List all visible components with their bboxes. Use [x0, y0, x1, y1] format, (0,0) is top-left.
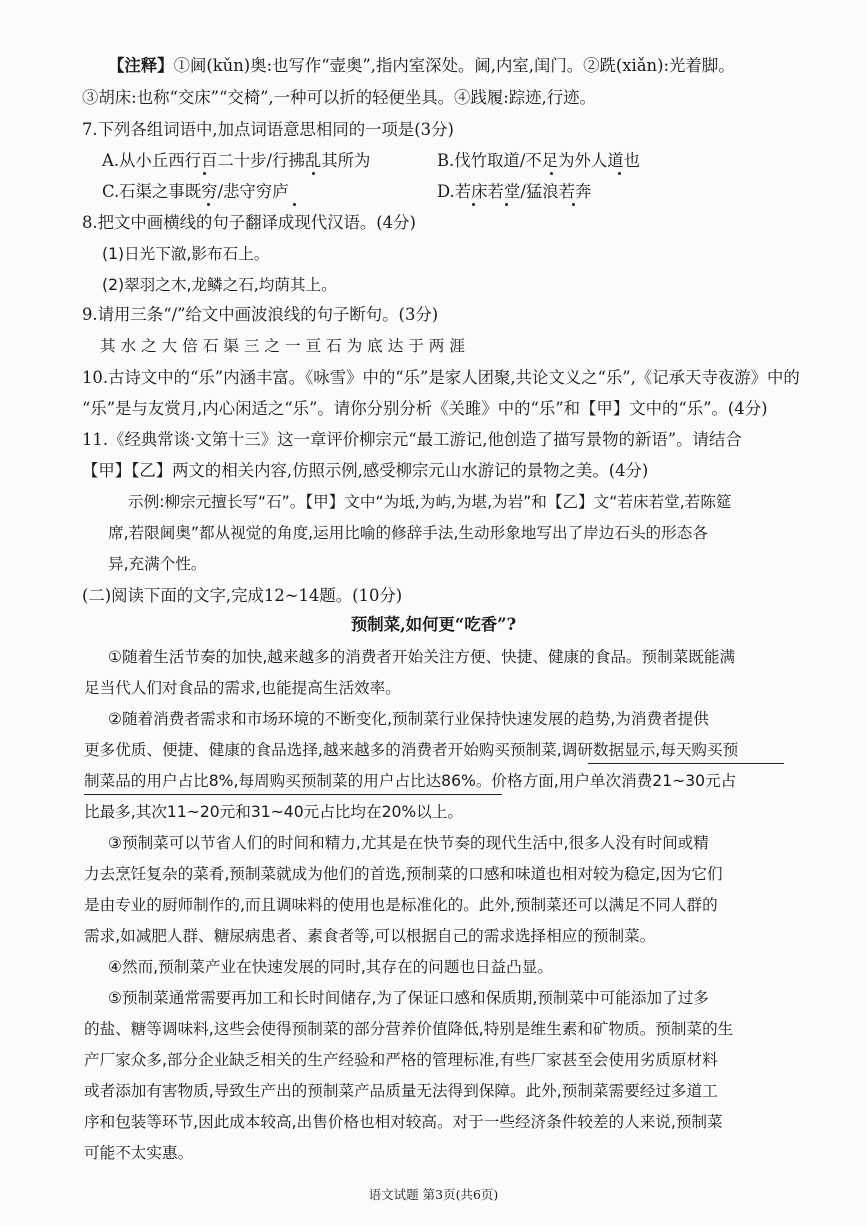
- option-d: D.若床若堂/猛浪若奔: [437, 182, 592, 201]
- paragraph-5-line-6: 可能不太实惠。: [84, 1144, 194, 1162]
- note-text: ①阃(kǔn)奥:也写作“壸奥”,指内室深处。阃,内室,闺门。②跣(xiǎn):光着脚。: [173, 56, 735, 75]
- emphasis-dot: [293, 203, 296, 206]
- example-line-3: 异,充满个性。: [108, 555, 207, 573]
- note-line-2: ③胡床:也称“交床”“交椅”,一种可以折的轻便坐具。④践履:踪迹,行迹。: [82, 88, 596, 107]
- paragraph-2-line-3: 制菜品的用户占比8%,每周购买预制菜的用户占比达86%。价格方面,用户单次消费21~30元占: [84, 772, 737, 790]
- note-line-1: [108, 54, 735, 78]
- paragraph-3-line-1: ③预制菜可以节省人们的时间和精力,尤其是在快节奏的现代生活中,很多人没有时间或精: [108, 834, 709, 852]
- emphasis-dot: [472, 203, 475, 206]
- section-2-heading: (二)阅读下面的文字,完成12~14题。(10分): [82, 586, 403, 605]
- emphasis-dot: [203, 172, 206, 175]
- note-label: 【注释】: [108, 56, 174, 75]
- article-title: 预制菜,如何更“吃香”?: [350, 615, 517, 634]
- paragraph-5-line-1: ⑤预制菜通常需要再加工和长时间储存,为了保证口感和保质期,预制菜中可能添加了过多: [108, 989, 709, 1007]
- paragraph-5-line-2: 的盐、糖等调味料,这些会使得预制菜的部分营养价值降低,特别是维生素和矿物质。预制菜的生: [84, 1020, 734, 1038]
- paragraph-3-line-2: 力去烹饪复杂的菜肴,预制菜就成为他们的首选,预制菜的口感和味道也相对较为稳定,因为它们: [84, 865, 723, 883]
- emphasis-dot: [312, 172, 315, 175]
- option-c: C.石渠之事既穷/悲守穷庐: [102, 182, 289, 201]
- emphasis-dot: [550, 172, 553, 175]
- question-7: 7.下列各组词语中,加点词语意思相同的一项是(3分): [82, 120, 454, 139]
- paragraph-5-line-4: 或者添加有害物质,导致生产出的预制菜产品质量无法得到保障。此外,预制菜需要经过多道工: [84, 1082, 718, 1100]
- question-11-line-2: 【甲】【乙】两文的相关内容,仿照示例,感受柳宗元山水游记的景物之美。(4分): [82, 461, 649, 480]
- paragraph-5-line-3: 产厂家众多,部分企业缺乏相关的生产经验和严格的管理标准,有些厂家甚至会使用劣质原材料: [84, 1051, 718, 1069]
- paragraph-1-line-1: ①随着生活节奏的加快,越来越多的消费者开始关注方便、快捷、健康的食品。预制菜既能满: [108, 648, 736, 666]
- example-line-2: 席,若限阃奥”都从视觉的角度,运用比喻的修辞手法,生动形象地写出了岸边石头的形态各: [108, 524, 708, 542]
- question-10-line-1: 10.古诗文中的“乐”内涵丰富。《咏雪》中的“乐”是家人团聚,共论文义之“乐”,《记承天寺夜游》中的: [82, 368, 800, 387]
- option-b: B.伐竹取道/不足为外人道也: [437, 151, 641, 170]
- emphasis-dot: [207, 203, 210, 206]
- question-11-line-1: 11.《经典常谈·文第十三》这一章评价柳宗元“最工游记,他创造了描写景物的新语”。请结合: [82, 430, 742, 449]
- underline: [84, 794, 502, 795]
- paragraph-2-line-1: ②随着消费者需求和市场环境的不断变化,预制菜行业保持快速发展的趋势,为消费者提供: [108, 710, 709, 728]
- paragraph-3-line-4: 需求,如减肥人群、糖尿病患者、素食者等,可以根据自己的需求选择相应的预制菜。: [84, 927, 656, 945]
- emphasis-dot: [505, 203, 508, 206]
- page-footer: 语文试题 第3页(共6页): [368, 1187, 499, 1202]
- question-8: 8.把文中画横线的句子翻译成现代汉语。(4分): [82, 213, 416, 232]
- question-9-sentence: 其 水 之 大 倍 石 渠 三 之 一 亘 石 为 底 达 于 两 涯: [100, 337, 465, 355]
- paragraph-2-line-2: 更多优质、便捷、健康的食品选择,越来越多的消费者开始购买预制菜,调研数据显示,每天购买预: [84, 741, 739, 759]
- question-9: 9.请用三条“/”给文中画波浪线的句子断句。(3分): [82, 305, 439, 324]
- emphasis-dot: [618, 172, 621, 175]
- underline: [588, 763, 784, 764]
- paragraph-4: ④然而,预制菜产业在快速发展的同时,其存在的问题也日益凸显。: [108, 958, 553, 976]
- emphasis-dot: [572, 203, 575, 206]
- option-a: A.从小丘西行百二十步/行拂乱其所为: [102, 151, 371, 170]
- paragraph-1-line-2: 足当代人们对食品的需求,也能提高生活效率。: [84, 679, 401, 697]
- question-10-line-2: “乐”是与友赏月,内心闲适之“乐”。请你分别分析《关雎》中的“乐”和【甲】文中的“乐”。(4分): [82, 399, 768, 418]
- paragraph-3-line-3: 是由专业的厨师制作的,而且调味料的使用也是标准化的。此外,预制菜还可以满足不同人群的: [84, 896, 718, 914]
- question-8-item-2: (2)翠羽之木,龙鳞之石,均荫其上。: [102, 276, 337, 294]
- paragraph-5-line-5: 序和包装等环节,因此成本较高,出售价格也相对较高。对于一些经济条件较差的人来说,预制菜: [84, 1113, 723, 1131]
- question-8-item-1: (1)日光下澈,影布石上。: [102, 245, 270, 263]
- paragraph-2-line-4: 比最多,其次11~20元和31~40元占比均在20%以上。: [84, 803, 464, 821]
- example-line-1: 示例:柳宗元擅长写“石”。【甲】文中“为坻,为屿,为堪,为岩”和【乙】文“若床若堂,若陈筵: [128, 493, 732, 511]
